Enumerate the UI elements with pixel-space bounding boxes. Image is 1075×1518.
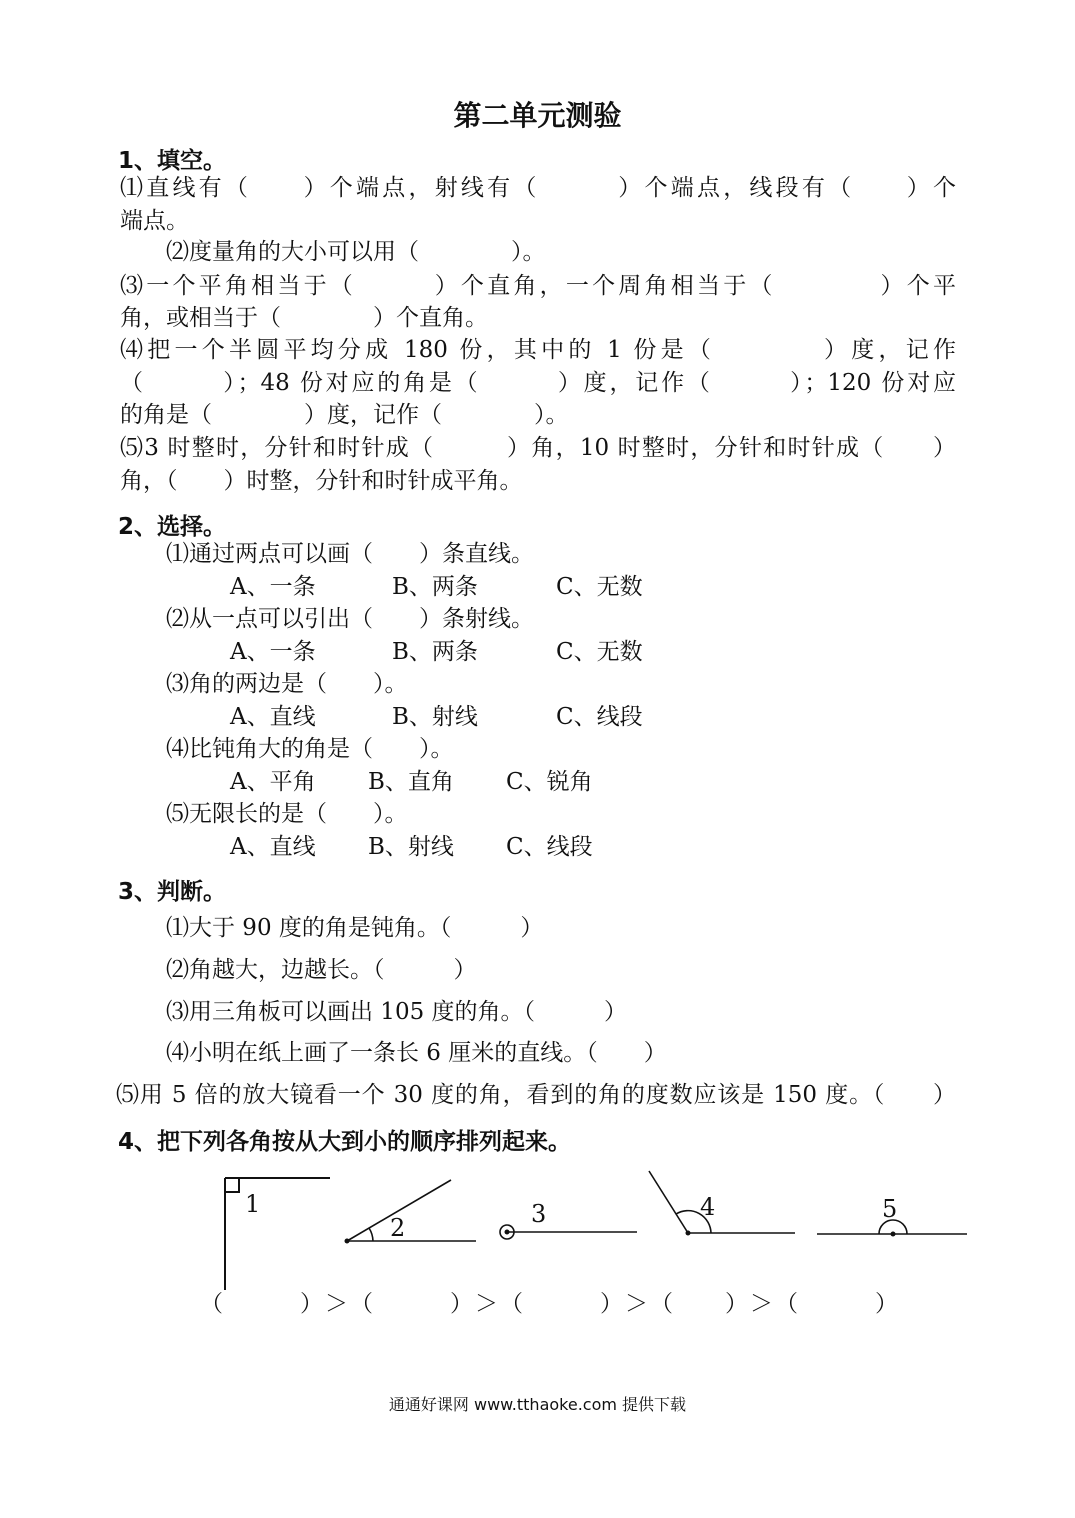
section-2-heading: 2、选择。: [118, 514, 227, 540]
angle-2-label: 2: [390, 1214, 406, 1242]
angle-3-label: 3: [531, 1200, 547, 1228]
ordering-answer-line: （ ）＞（ ）＞（ ）＞（ ）＞（ ）: [200, 1291, 900, 1317]
choice-q4-option-c: C、锐角: [506, 769, 593, 795]
angle-2-vertex: [345, 1239, 350, 1244]
judge-item-4: ⑷小明在纸上画了一条长 6 厘米的直线。（ ）: [166, 1040, 667, 1066]
choice-q2-option-b: B、两条: [392, 639, 478, 665]
footer-text: 通通好课网 www.tthaoke.com 提供下载: [388, 1395, 687, 1414]
angle-4-figure: [649, 1171, 795, 1233]
fill-line-5: 角，或相当于（ ）个直角。: [120, 305, 488, 331]
choice-q2: ⑵从一点可以引出（ ）条射线。: [166, 606, 534, 632]
choice-q5-option-a: A、直线: [230, 834, 316, 860]
judge-item-3: ⑶用三角板可以画出 105 度的角。（ ）: [166, 999, 628, 1025]
choice-q4-option-b: B、直角: [368, 769, 454, 795]
fill-line-1: ⑴直线有（ ）个端点，射线有（ ）个端点，线段有（ ）个: [120, 175, 956, 201]
choice-q1: ⑴通过两点可以画（ ）条直线。: [166, 541, 534, 567]
section-3-heading: 3、判断。: [118, 879, 227, 905]
fill-line-3: ⑵度量角的大小可以用（ ）。: [166, 239, 546, 265]
section-4-heading: 4、把下列各角按从大到小的顺序排列起来。: [118, 1129, 572, 1155]
choice-q5: ⑸无限长的是（ ）。: [166, 801, 408, 827]
judge-item-5: ⑸用 5 倍的放大镜看一个 30 度的角，看到的角的度数应该是 150 度。（ ）: [116, 1082, 956, 1108]
choice-q5-option-c: C、线段: [506, 834, 593, 860]
choice-q1-option-c: C、无数: [556, 574, 643, 600]
choice-q3: ⑶角的两边是（ ）。: [166, 671, 408, 697]
choice-q4: ⑷比钝角大的角是（ ）。: [166, 736, 454, 762]
angle-4-vertex: [686, 1231, 691, 1236]
page-title: 第二单元测验: [453, 99, 622, 132]
fill-line-10: 角，（ ）时整，分针和时针成平角。: [120, 468, 523, 494]
fill-line-2: 端点。: [120, 208, 189, 234]
choice-q3-option-c: C、线段: [556, 704, 643, 730]
angle-5-vertex: [891, 1232, 896, 1237]
angle-5-label: 5: [882, 1195, 898, 1223]
angle-4-label: 4: [700, 1193, 716, 1221]
choice-q1-option-a: A、一条: [230, 574, 316, 600]
choice-q2-option-c: C、无数: [556, 639, 643, 665]
choice-q3-option-b: B、射线: [392, 704, 478, 730]
angle-1-label: 1: [245, 1190, 261, 1218]
choice-q1-option-b: B、两条: [392, 574, 478, 600]
angle-3-vertex: [505, 1230, 510, 1235]
fill-line-9: ⑸3 时整时，分针和时针成（ ）角，10 时整时，分针和时针成（ ）: [120, 435, 956, 461]
choice-q5-option-b: B、射线: [368, 834, 454, 860]
judge-item-2: ⑵角越大，边越长。（ ）: [166, 957, 477, 983]
fill-line-8: 的角是（ ）度，记作（ ）。: [120, 402, 569, 428]
angle-2-figure: [347, 1180, 476, 1241]
section-1-heading: 1、填空。: [118, 148, 227, 174]
fill-line-4: ⑶一个平角相当于（ ）个直角，一个周角相当于（ ）个平: [120, 273, 956, 299]
angle-1-figure: [225, 1178, 330, 1290]
choice-q3-option-a: A、直线: [230, 704, 316, 730]
fill-line-7: （ ）；48 份对应的角是（ ）度，记作（ ）；120 份对应: [120, 370, 956, 396]
angle-3-figure: [500, 1225, 637, 1239]
choice-q2-option-a: A、一条: [230, 639, 316, 665]
judge-item-1: ⑴大于 90 度的角是钝角。（ ）: [166, 915, 544, 941]
choice-q4-option-a: A、平角: [230, 769, 316, 795]
fill-line-6: ⑷把一个半圆平均分成 180 份，其中的 1 份是（ ）度，记作: [120, 337, 956, 363]
